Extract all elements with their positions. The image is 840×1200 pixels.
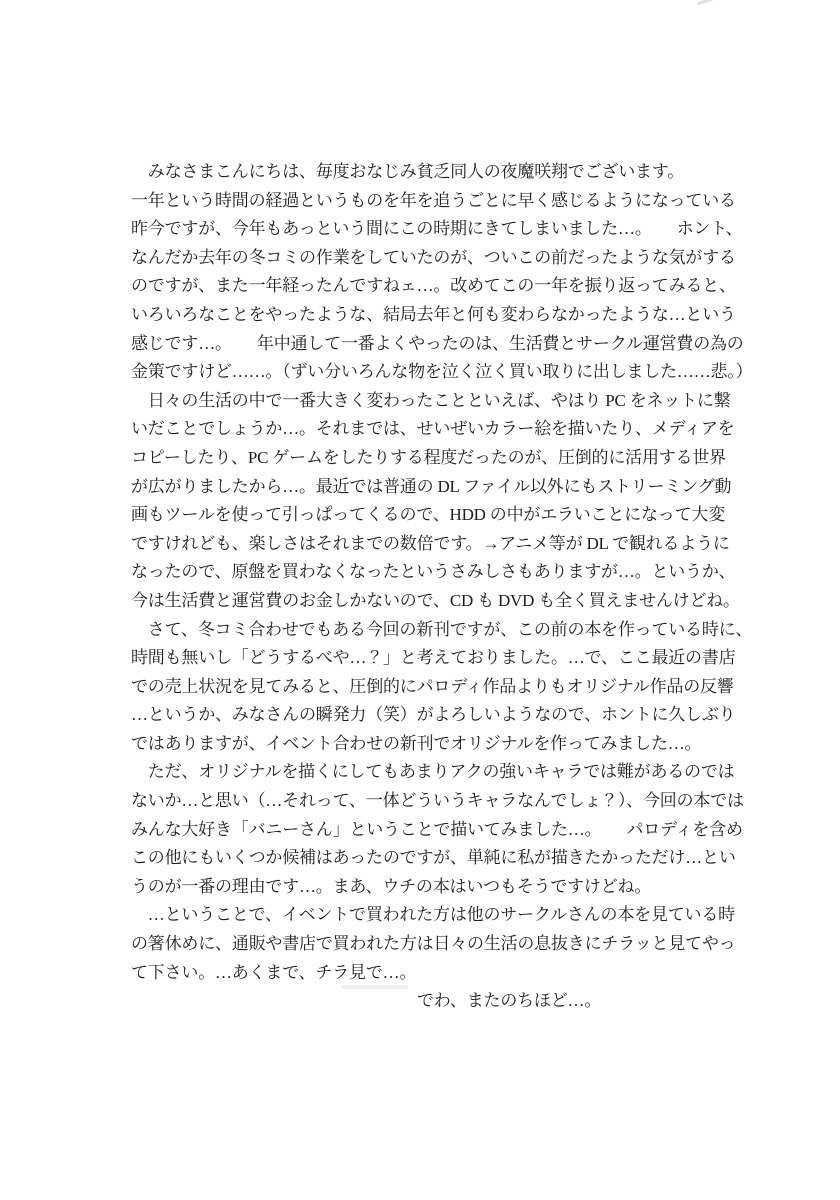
text-line: 日々の生活の中で一番大きく変わったことといえば、やはり PC をネットに繋 xyxy=(131,390,731,410)
text-line: みんな大好き「バニーさん」ということで描いてみました…。 パロディを含め xyxy=(131,819,743,839)
text-line: 時間も無いし「どうするべや…？」と考えておりました。…で、ここ最近の書店 xyxy=(131,648,736,668)
scan-artifact-top xyxy=(697,0,713,5)
text-line: 今は生活費と運営費のお金しかないので、CD も DVD も全く買えませんけどね。 xyxy=(131,590,740,610)
text-line: 昨今ですが、今年もあっという間にこの時期にきてしまいました…。 ホント、 xyxy=(131,219,743,239)
text-line: ないか…と思い（…それって、一体どういうキャラなんでしょ？）、今回の本では xyxy=(131,791,744,811)
text-line: が広がりましたから…。最近では普通の DL ファイル以外にもストリーミング動 xyxy=(131,476,732,496)
text-line: さて、冬コミ合わせでもある今回の新刊ですが、この前の本を作っている時に、 xyxy=(131,619,753,639)
signoff-line: でわ、またのちほど…。 xyxy=(417,991,602,1011)
text-line: の箸休めに、通販や書店で買われた方は日々の生活の息抜きにチラッと見てやっ xyxy=(131,934,736,954)
text-line: のですが、また一年経ったんですねェ…。改めてこの一年を振り返ってみると、 xyxy=(131,276,736,296)
text-line: なんだか去年の冬コミの作業をしていたのが、ついこの前だったような気がする xyxy=(131,247,736,267)
text-line: いだことでしょうか…。それまでは、せいぜいカラー絵を描いたり、メディアを xyxy=(131,419,735,439)
text-line: て下さい。…あくまで、チラ見で…。 xyxy=(131,962,417,982)
afterword-lines xyxy=(131,158,779,987)
text-line: …というか、みなさんの瞬発力（笑）がよろしいようなので、ホントに久しぶり xyxy=(131,705,736,725)
text-line: この他にもいくつか候補はあったのですが、単純に私が描きたかっただけ…とい xyxy=(131,848,736,868)
text-line: コピーしたり、PC ゲームをしたりする程度だったのが、圧倒的に活用する世界 xyxy=(131,447,726,467)
text-line: 感じです…。 年中通して一番よくやったのは、生活費とサークル運営費の為の xyxy=(131,333,744,353)
text-line: …ということで、イベントで買われた方は他のサークルさんの本を見ている時 xyxy=(131,905,735,925)
text-line: みなさまこんにちは、毎度おなじみ貧乏同人の夜魔咲翔でございます。 xyxy=(131,162,685,181)
text-line: うのが一番の理由です…。まあ、ウチの本はいつもそうですけどね。 xyxy=(131,876,652,896)
text-line: 一年という時間の経過というものを年を追うごとに早く感じるようになっている xyxy=(131,190,736,210)
text-line: なったので、原盤を買わなくなったというさみしさもありますが…。というか、 xyxy=(131,562,736,582)
text-line: ではありますが、イベント合わせの新刊でオリジナルを作ってみました…。 xyxy=(131,733,702,753)
text-line: いろいろなことをやったような、結局去年と何も変わらなかったような…という xyxy=(131,304,736,324)
afterword-text xyxy=(131,158,779,1016)
text-line: 金策ですけど……。（ずい分いろんな物を泣く泣く買い取りに出しました……悲。） xyxy=(131,362,753,382)
text-line: での売上状況を見てみると、圧倒的にパロディ作品よりもオリジナル作品の反響 xyxy=(131,676,734,696)
text-line: ただ、オリジナルを描くにしてもあまりアクの強いキャラでは難があるのでは xyxy=(131,762,735,782)
text-line: ですけれども、楽しさはそれまでの数倍です。→アニメ等が DL で観れるように xyxy=(131,533,730,553)
text-line: 画もツールを使って引っぱってくるので、HDD の中がエラいことになって大変 xyxy=(131,505,725,525)
